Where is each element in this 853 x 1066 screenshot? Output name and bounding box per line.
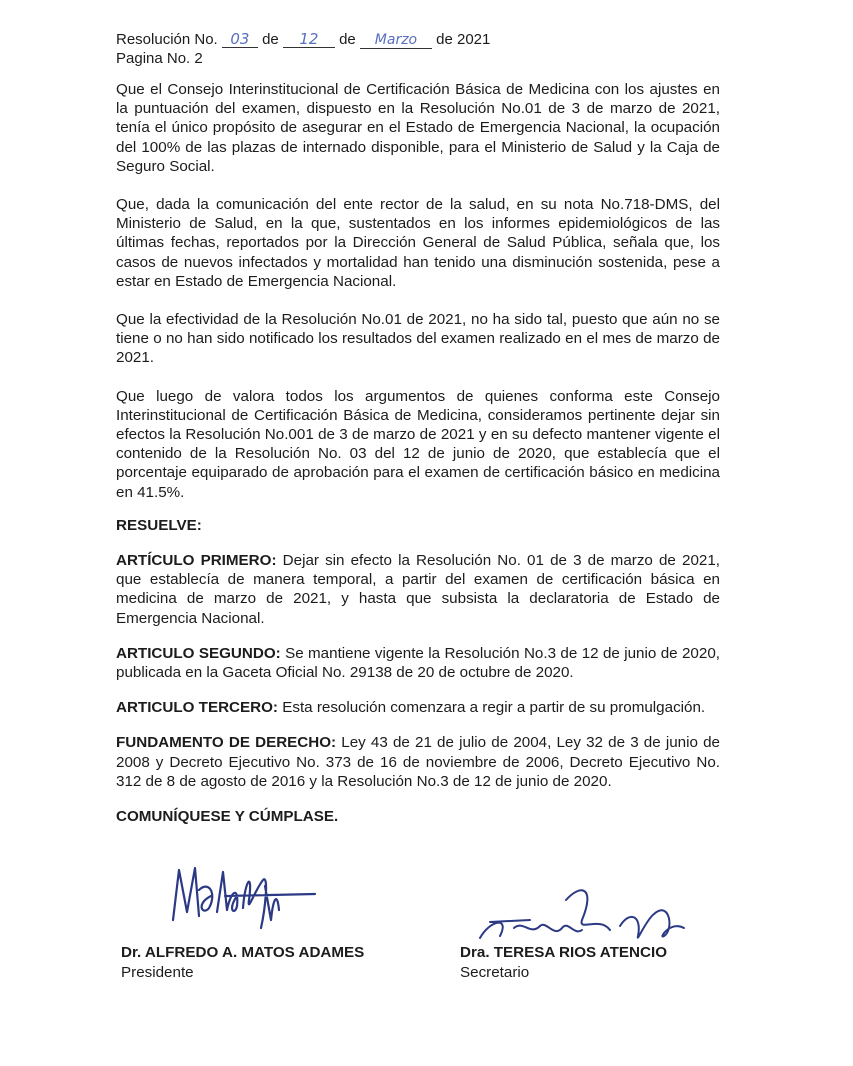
article-title: ARTICULO SEGUNDO:	[116, 644, 281, 662]
article-text: Se mantiene vigente la Resolución No.3 de 12 de junio de 2020, publicada en la Gaceta Oficial No. 29138 de 20 de octubre de 2020.	[116, 644, 720, 682]
signature-area	[0, 840, 853, 1000]
de-label-2: de	[339, 31, 356, 48]
article-text: Ley 43 de 21 de julio de 2004, Ley 32 de 3 de junio de 2008 y Decreto Ejecutivo No. 373 de 16 de noviembre de 2006, Decreto Ejecutivo No. 312 de 8 de agosto de 2016 y la Resolución No.3 de 12 de junio de 2020.	[116, 734, 720, 790]
resolution-line	[116, 30, 490, 49]
resolution-header	[116, 30, 490, 68]
signatory-name: Dra. TERESA RIOS ATENCIO	[460, 944, 668, 961]
month-handwritten: Marzo	[360, 33, 432, 49]
article-segundo	[116, 644, 720, 682]
signatory-role: Secretario	[460, 964, 530, 981]
signatory-name: Dr. ALFREDO A. MATOS ADAMES	[121, 944, 365, 961]
year-text: de 2021	[436, 31, 491, 48]
signatory-secretary	[460, 943, 667, 983]
signatory-role: Presidente	[121, 964, 194, 981]
resolution-number-handwritten: 03	[222, 32, 258, 48]
article-tercero	[116, 698, 720, 717]
de-label-1: de	[262, 31, 279, 48]
paragraph-2: Que, dada la comunicación del ente rector de la salud, en su nota No.718-DMS, del Ministerio de Salud, en la que, sustentados en los informes epidemiológicos de las últimas fechas, reportados por la Dirección General de Salud Pública, señala que, los casos de nuevos infectados y mortalidad han tenido una disminución sostenida, pese a estar en Estado de Emergencia Nacional.	[116, 196, 720, 290]
article-primero	[116, 551, 720, 628]
closing-statement: COMUNÍQUESE Y CÚMPLASE.	[116, 808, 339, 826]
fundamento-de-derecho	[116, 733, 720, 791]
signatory-president	[121, 943, 364, 983]
paragraph-3: Que la efectividad de la Resolución No.01 de 2021, no ha sido tal, puesto que aún no se tiene o no han sido notificado los resultados del examen realizado en el mes de marzo de 2021.	[116, 311, 720, 367]
resuelve-heading: RESUELVE:	[116, 516, 202, 534]
article-title: ARTICULO TERCERO:	[116, 699, 278, 717]
article-text: Dejar sin efecto la Resolución No. 01 de 3 de marzo de 2021, que establecía de manera temporal, a partir del examen de certificación básica en medicina de marzo de 2021, y hasta que subsista la declaratoria de Estado de Emergencia Nacional.	[116, 552, 721, 627]
article-text: Esta resolución comenzara a regir a partir de su promulgación.	[278, 699, 706, 717]
page-number: Pagina No. 2	[116, 50, 203, 67]
resolution-label: Resolución No.	[116, 31, 218, 48]
paragraph-4: Que luego de valora todos los argumentos de quienes conforma este Consejo Interinstitucional de Certificación Básica de Medicina, consideramos pertinente dejar sin efectos la Resolución No.001 de 3 de marzo de 2021 y en su defecto mantener vigente el contenido de la Resolución No. 03 del 12 de junio de 2020, que establecía que el porcentaje equiparado de aprobación para el examen de certificación básico en medicina en 41.5%.	[116, 387, 720, 501]
paragraph-1: Que el Consejo Interinstitucional de Certificación Básica de Medicina con los ajustes en la puntuación del examen, dispuesto en la Resolución No.01 de 3 de marzo de 2021, tenía el único propósito de asegurar en el Estado de Emergencia Nacional, la ocupación del 100% de las plazas de internado disponible, para el Ministerio de Salud y la Caja de Seguro Social.	[116, 81, 720, 175]
signature-matos-icon	[165, 850, 325, 940]
resolution-body	[116, 80, 720, 845]
article-title: FUNDAMENTO DE DERECHO:	[116, 734, 337, 752]
article-title: ARTÍCULO PRIMERO:	[116, 552, 277, 570]
day-handwritten: 12	[283, 32, 335, 48]
